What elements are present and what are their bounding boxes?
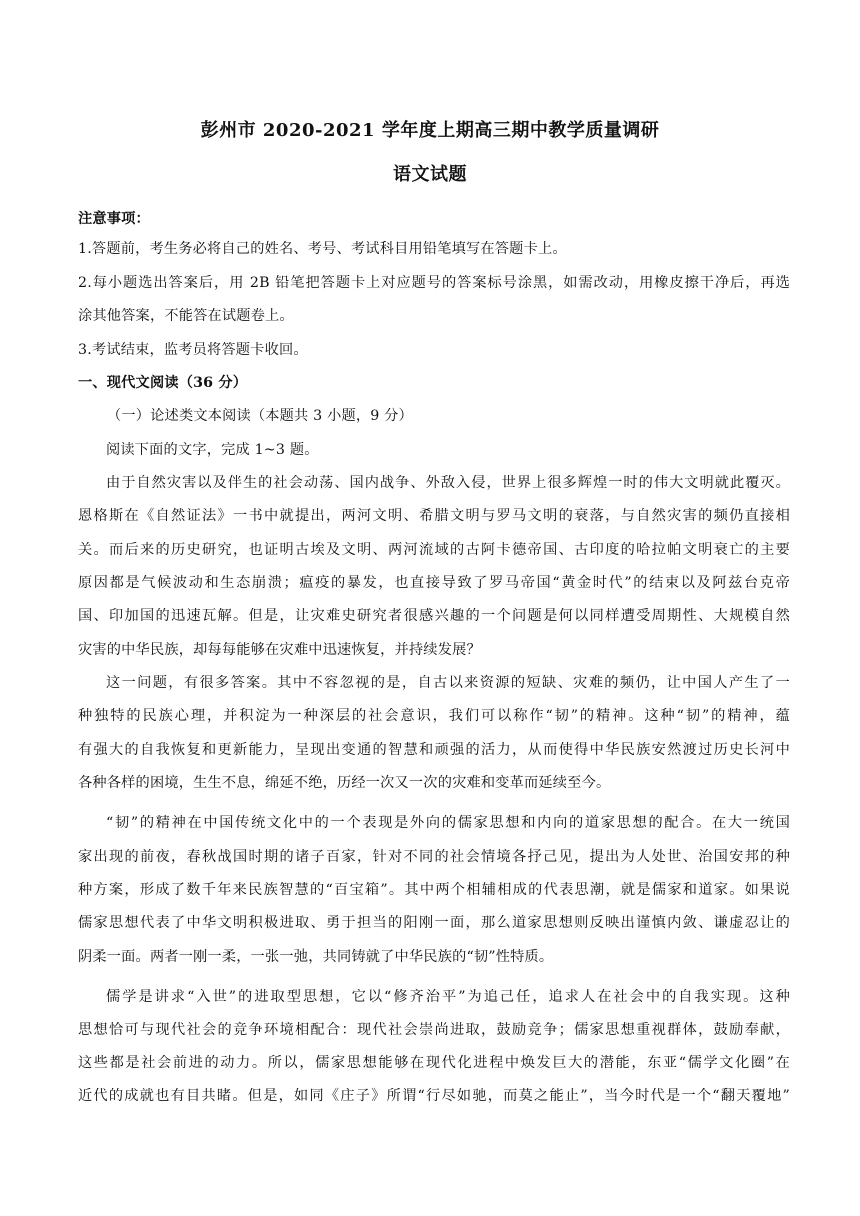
sub-section-heading: （一）论述类文本阅读（本题共 3 小题，9 分） bbox=[107, 408, 413, 424]
document-subtitle: 语文试题 bbox=[393, 164, 467, 185]
passage-line: 这一问题，有很多答案。其中不容忽视的是，自古以来资源的短缺、灾难的频仍，让中国人产生了一 bbox=[106, 675, 790, 691]
passage-line: “韧”的精神在中国传统文化中的一个表现是外向的儒家思想和内向的道家思想的配合。在大一统国 bbox=[106, 815, 790, 831]
passage-line: 儒家思想代表了中华文明积极进取、勇于担当的阳刚一面，那么道家思想则反映出谨慎内敛、谦虚忍让的 bbox=[78, 915, 790, 931]
passage-line: 种独特的民族心理，并积淀为一种深层的社会意识，我们可以称作“韧”的精神。这种“韧”的精神，蕴 bbox=[78, 708, 790, 724]
notice-item-2-line-2: 涂其他答案，不能答在试题卷上。 bbox=[78, 308, 294, 324]
notice-item-1: 1.答题前，考生务必将自己的姓名、考号、考试科目用铅笔填写在答题卡上。 bbox=[78, 241, 567, 257]
passage-line: 这些都是社会前进的动力。所以，儒家思想能够在现代化进程中焕发巨大的潜能，东亚“儒学文化圈”在 bbox=[78, 1055, 790, 1071]
passage-line: 灾害的中华民族，却每每能够在灾难中迅速恢复，并持续发展？ bbox=[78, 642, 481, 658]
notice-item-3: 3.考试结束，监考员将答题卡收回。 bbox=[78, 342, 308, 358]
section-heading: 一、现代文阅读（36 分） bbox=[78, 375, 248, 391]
passage-line: 家出现的前夜，春秋战国时期的诸子百家，针对不同的社会情境各抒己见，提出为人处世、治国安邦的种 bbox=[78, 849, 790, 865]
notice-heading: 注意事项： bbox=[78, 211, 150, 227]
passage-line: 恩格斯在《自然证法》一书中就提出，两河文明、希腊文明与罗马文明的衰落，与自然灾害的频仍直接相 bbox=[78, 508, 790, 524]
passage-line: 国、印加国的迅速瓦解。但是，让灾难史研究者很感兴趣的一个问题是何以同样遭受周期性、大规模自然 bbox=[78, 608, 790, 624]
passage-line: 阴柔一面。两者一刚一柔，一张一弛，共同铸就了中华民族的“韧”性特质。 bbox=[78, 949, 554, 965]
passage-line: 有强大的自我恢复和更新能力，呈现出变通的智慧和顽强的活力，从而使得中华民族安然渡过历史长河中 bbox=[78, 742, 790, 758]
reading-instruction: 阅读下面的文字，完成 1~3 题。 bbox=[106, 442, 319, 458]
passage-line: 由于自然灾害以及伴生的社会动荡、国内战争、外敌入侵，世界上很多辉煌一时的伟大文明就此覆灭。 bbox=[106, 475, 790, 491]
passage-line: 儒学是讲求“入世”的进取型思想，它以“修齐治平”为追己任，追求人在社会中的自我实现。这种 bbox=[106, 989, 790, 1005]
passage-line: 关。而后来的历史研究，也证明古埃及文明、两河流域的古阿卡德帝国、古印度的哈拉帕文明衰亡的主要 bbox=[78, 542, 790, 558]
passage-line: 原因都是气候波动和生态崩溃；瘟疫的暴发，也直接导致了罗马帝国“黄金时代”的结束以及阿兹台克帝 bbox=[78, 575, 790, 591]
document-title: 彭州市 2020-2021 学年度上期高三期中教学质量调研 bbox=[200, 120, 660, 141]
passage-line: 近代的成就也有目共睹。但是，如同《庄子》所谓“行尽如驰，而莫之能止”，当今时代是一个“翻天覆地” bbox=[78, 1088, 790, 1104]
passage-line: 各种各样的困境，生生不息，绵延不绝，历经一次又一次的灾难和变革而延续至今。 bbox=[78, 775, 611, 791]
passage-line: 种方案，形成了数千年来民族智慧的“百宝箱”。其中两个相辅相成的代表思潮，就是儒家和道家。如果说 bbox=[78, 882, 790, 898]
notice-item-2-line-1: 2.每小题选出答案后，用 2B 铅笔把答题卡上对应题号的答案标号涂黑，如需改动，用橡皮擦干净后，再选 bbox=[78, 275, 790, 291]
passage-line: 思想恰可与现代社会的竞争环境相配合：现代社会崇尚进取，鼓励竞争；儒家思想重视群体，鼓励奉献， bbox=[78, 1022, 790, 1038]
